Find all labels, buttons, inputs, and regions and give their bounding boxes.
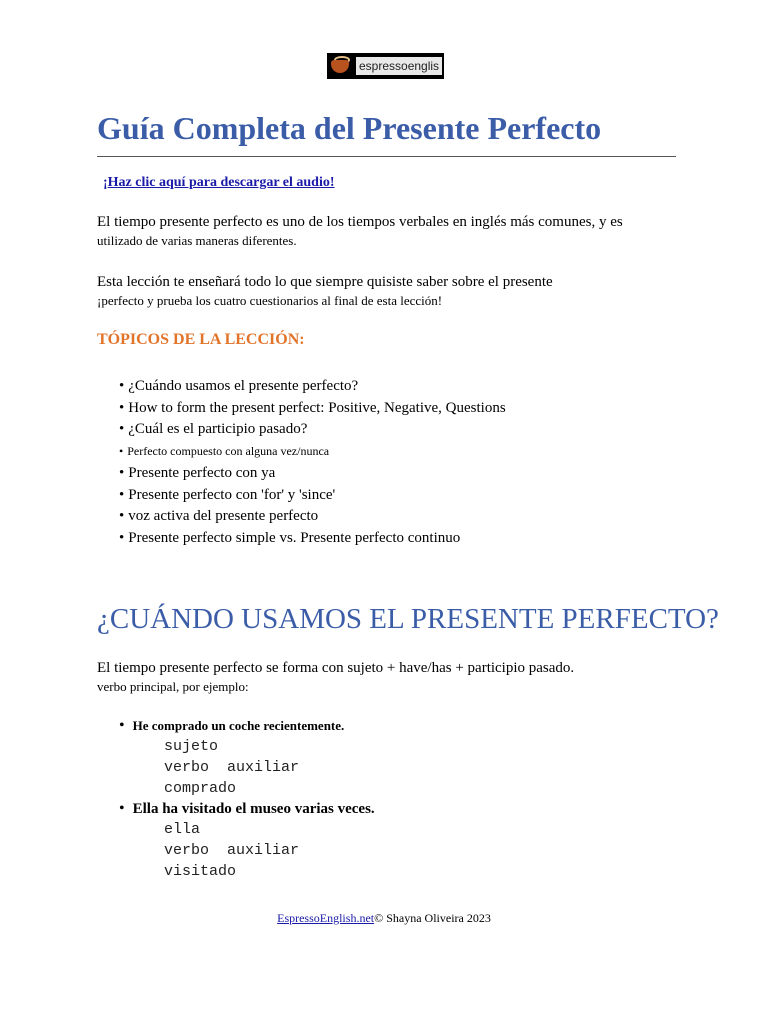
example-item xyxy=(119,716,375,799)
audio-link-prefix: ¡ xyxy=(103,175,108,190)
title-divider xyxy=(97,156,676,157)
intro-p1-line1: El tiempo presente perfecto es uno de los tiempos verbales en inglés más comunes, y es xyxy=(97,214,623,230)
topic-item: • Presente perfecto con 'for' y 'since' xyxy=(119,485,506,507)
example-part: visitado xyxy=(164,863,237,880)
example-part: ella xyxy=(164,821,201,838)
section-heading: ¿CUÁNDO USAMOS EL PRESENTE PERFECTO? xyxy=(97,603,719,635)
example-sentence: Ella ha visitado el museo varias veces. xyxy=(132,801,375,817)
example-item xyxy=(119,799,375,882)
topic-item: • ¿Cuándo usamos el presente perfecto? xyxy=(119,376,506,398)
topic-item: • Presente perfecto simple vs. Presente perfecto continuo xyxy=(119,528,506,550)
section-intro xyxy=(97,658,574,696)
intro-paragraph-2 xyxy=(97,272,553,310)
footer-link[interactable]: EspressoEnglish.net xyxy=(277,911,375,925)
topic-item: • voz activa del presente perfecto xyxy=(119,506,506,528)
examples-list xyxy=(119,716,375,882)
audio-link-text[interactable]: Haz clic aquí para descargar el audio! xyxy=(107,175,335,190)
section-intro-line2: verbo principal, por ejemplo: xyxy=(97,679,249,694)
coffee-cup-icon xyxy=(330,56,352,76)
example-part: verbo auxiliar xyxy=(164,759,300,776)
topics-list xyxy=(119,376,506,550)
espresso-english-logo xyxy=(327,53,444,79)
topic-item: • How to form the present perfect: Positive, Negative, Questions xyxy=(119,398,506,420)
topics-heading: TÓPICOS DE LA LECCIÓN: xyxy=(97,331,305,348)
example-part: sujeto xyxy=(164,738,219,755)
intro-p2-line1: Esta lección te enseñará todo lo que siempre quisiste saber sobre el presente xyxy=(97,274,553,290)
download-audio-link[interactable] xyxy=(103,175,335,191)
logo-text: espressoenglis xyxy=(356,57,442,75)
example-sentence: He comprado un coche recientemente. xyxy=(132,718,345,733)
footer-copyright: © Shayna Oliveira 2023 xyxy=(374,911,491,925)
section-intro-line1: El tiempo presente perfecto se forma con sujeto + have/has + participio pasado. xyxy=(97,660,575,676)
intro-p1-line2: utilizado de varias maneras diferentes. xyxy=(97,233,297,248)
page-title: Guía Completa del Presente Perfecto xyxy=(97,110,602,146)
footer xyxy=(0,911,768,926)
topic-item: • Presente perfecto con ya xyxy=(119,463,506,485)
topic-item: • ¿Cuál es el participio pasado? xyxy=(119,419,506,441)
intro-paragraph-1 xyxy=(97,212,623,250)
example-part: comprado xyxy=(164,780,237,797)
intro-p2-line2: ¡perfecto y prueba los cuatro cuestionarios al final de esta lección! xyxy=(97,293,443,308)
topic-item: • Perfecto compuesto con alguna vez/nunca xyxy=(119,441,506,463)
example-part: verbo auxiliar xyxy=(164,842,300,859)
